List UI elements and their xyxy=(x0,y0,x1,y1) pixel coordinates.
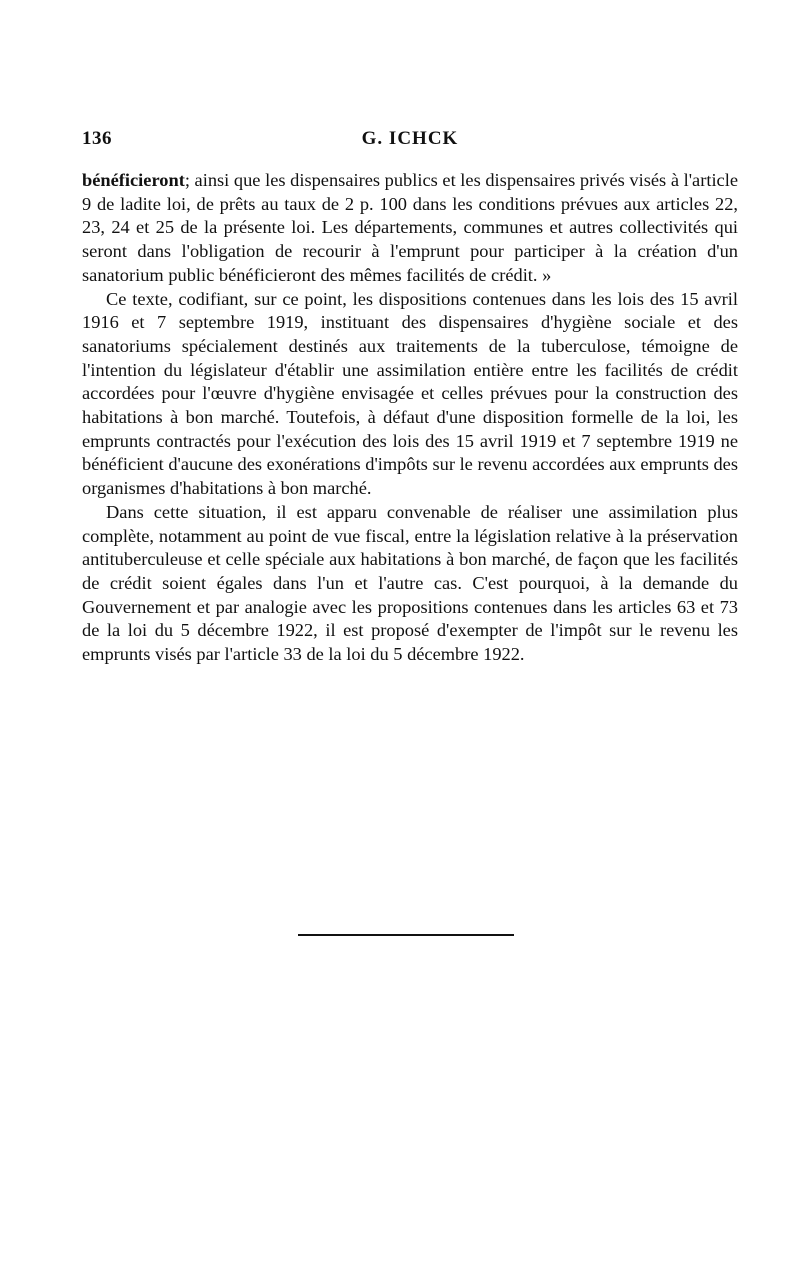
paragraph-3: Dans cette situation, il est apparu convenable de réaliser une assimilation plus complète, notamment au point de vue fiscal, entre la législation relative à la préservation antituberculeuse et celle spéciale aux habitations à bon marché, de façon que les facilités de crédit soient égales dans l'un et l'autre cas. C'est pourquoi, à la demande du Gouvernement et par analogie avec les propositions contenues dans les articles 63 et 73 de la loi du 5 décembre 1922, il est proposé d'exempter de l'impôt sur le revenu les emprunts visés par l'article 33 de la loi du 5 décembre 1922. xyxy=(82,501,738,665)
paragraph-2: Ce texte, codifiant, sur ce point, les dispositions contenues dans les lois des 15 avril 1916 et 7 septembre 1919, instituant des dispensaires d'hygiène sociale et des sanatoriums spécialement destinés aux traitements de la tuberculose, témoigne de l'intention du législateur d'établir une assimilation entière entre les facilités de crédit accordées pour l'œuvre d'hygiène envisagée et celles prévues pour la construction des habitations à bon marché. Toutefois, à défaut d'une disposition formelle de la loi, les emprunts contractés pour l'exécution des lois des 15 avril 1919 et 7 septembre 1919 ne bénéficient d'aucune des exonérations d'impôts sur le revenu accordées aux emprunts des organismes d'habitations à bon marché. xyxy=(82,288,738,499)
body-text xyxy=(82,169,738,667)
page-number: 136 xyxy=(82,128,112,149)
end-rule xyxy=(298,934,514,936)
paragraph-1 xyxy=(82,169,738,288)
page-header xyxy=(82,128,738,154)
paragraph-1-text: ; ainsi que les dispensaires publics et les dispensaires privés visés à l'article 9 de ladite loi, de prêts au taux de 2 p. 100 dans les conditions prévues aux articles 22, 23, 24 et 25 de la présente loi. Les départements, communes et autres collectivités qui seront dans l'obligation de recourir à l'emprunt pour participer à la création d'un sanatorium public bénéficieront des mêmes facilités de crédit. » xyxy=(82,170,738,285)
paragraph-1-lead: bénéficieront xyxy=(82,170,185,190)
running-head: G. ICHCK xyxy=(361,128,459,149)
